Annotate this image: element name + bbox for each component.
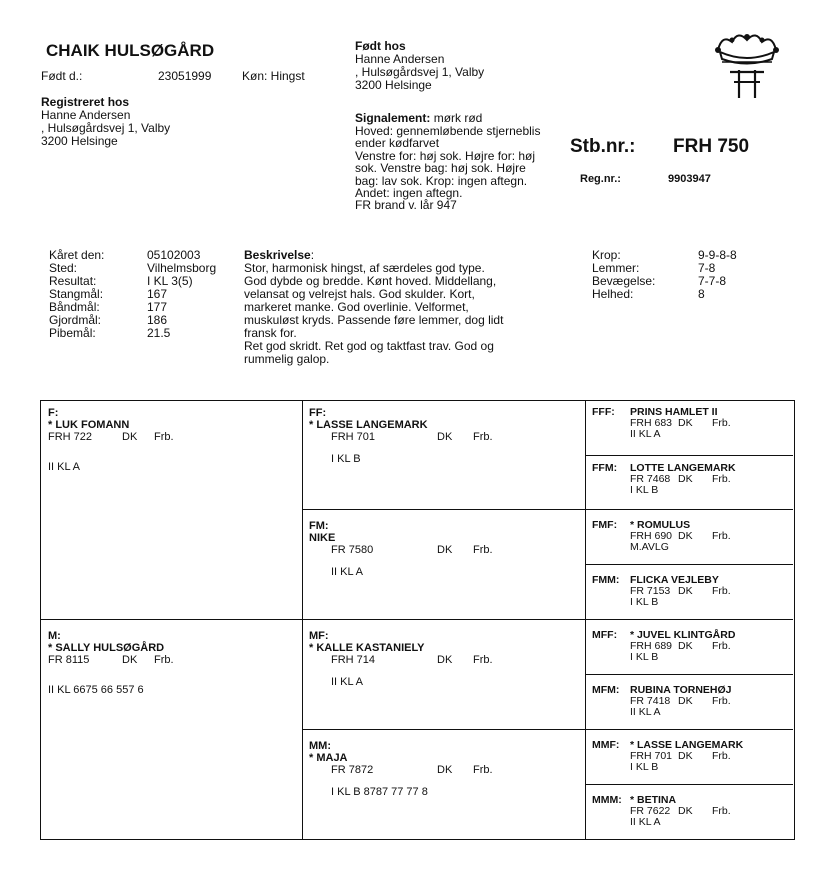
bred-address: Hanne Andersen , Hulsøgårdsvej 1, Valby 3200 Helsinge [355, 52, 485, 92]
pedigree-fmf: FMF: * ROMULUS FRH 690 DK Frb. M.AVLG [586, 510, 793, 565]
assessment-list: Kåret den: 05102003 Sted: Vilhelmsborg Resultat: I KL 3(5) Stangmål: 167 Båndmål: 177 Gjordmål: 186 Pibemål: 21.5 [49, 248, 217, 340]
registered-address: Hanne Andersen , Hulsøgårdsvej 1, Valby 3200 Helsinge [41, 108, 171, 148]
bred-label: Født hos [355, 39, 406, 53]
pedigree-fff: FFF: PRINS HAMLET II FRH 683 DK Frb. II KL A [586, 401, 793, 456]
born-label: Født d.: [41, 69, 83, 83]
pedigree-fm: FM: NIKE FR 7580 DK Frb. II KL A [303, 510, 586, 620]
reg-number: 9903947 [668, 173, 711, 185]
pedigree-sire: F: * LUK FOMANN FRH 722 DK Frb. II KL A [41, 401, 303, 620]
pedigree-mmf: MMF: * LASSE LANGEMARK FRH 701 DK Frb. I KL B [586, 730, 793, 785]
stb-label: Stb.nr.: [570, 136, 636, 157]
signalement-heading: Signalement: mørk rød [355, 111, 483, 125]
description-heading: Beskrivelse: [244, 248, 315, 262]
pedigree-mff: MFF: * JUVEL KLINTGÅRD FRH 689 DK Frb. I KL B [586, 620, 793, 675]
pedigree-dam: M: * SALLY HULSØGÅRD FR 8115 DK Frb. II KL 6675 66 557 6 [41, 620, 303, 839]
stb-number: FRH 750 [673, 136, 750, 157]
signalement-text: Hoved: gennemløbende stjerneblis ender kødfarvet Venstre for: høj sok. Højre for: høj sok. Venstre bag: høj sok. Højre bag: lav sok. Krop: ingen aftegn. Andet: ingen aftegn. FR brand v. lår 947 [355, 124, 541, 213]
gender: Køn: Hingst [242, 69, 305, 83]
pedigree-ff: FF: * LASSE LANGEMARK FRH 701 DK Frb. I KL B [303, 401, 586, 510]
pedigree-mmm: MMM: * BETINA FR 7622 DK Frb. II KL A [592, 794, 731, 828]
pedigree-ffm: FFM: LOTTE LANGEMARK FR 7468 DK Frb. I KL B [586, 456, 793, 510]
pedigree-table [40, 400, 795, 840]
pedigree-mfm: MFM: RUBINA TORNEHØJ FR 7418 DK Frb. II KL A [586, 675, 793, 730]
registered-label: Registreret hos [41, 95, 130, 109]
horse-name: CHAIK HULSØGÅRD [46, 41, 215, 60]
crown-logo-icon [712, 28, 782, 100]
born-date: 23051999 [158, 69, 212, 83]
pedigree-mf: MF: * KALLE KASTANIELY FRH 714 DK Frb. II KL A [303, 620, 586, 730]
pedigree-mm: MM: * MAJA FR 7872 DK Frb. I KL B 8787 77 77 8 [303, 730, 586, 839]
description-text: Stor, harmonisk hingst, af særdeles god type. God dybde og bredde. Kønt hoved. Middellang, velansat og velrejst hals. God skulder. Kort, markeret manke. God overlinie. Velformet, muskuløst kryds. Passende føre lemmer, dog lidt fransk for. Ret god skridt. Ret god og taktfast trav. God og rummelig galop. [244, 261, 504, 366]
reg-label: Reg.nr.: [580, 173, 621, 185]
pedigree-fmm: FMM: FLICKA VEJLEBY FR 7153 DK Frb. I KL B [586, 565, 793, 620]
scores-list: Krop: 9-9-8-8 Lemmer: 7-8 Bevægelse: 7-7-8 Helhed: 8 [592, 248, 737, 301]
